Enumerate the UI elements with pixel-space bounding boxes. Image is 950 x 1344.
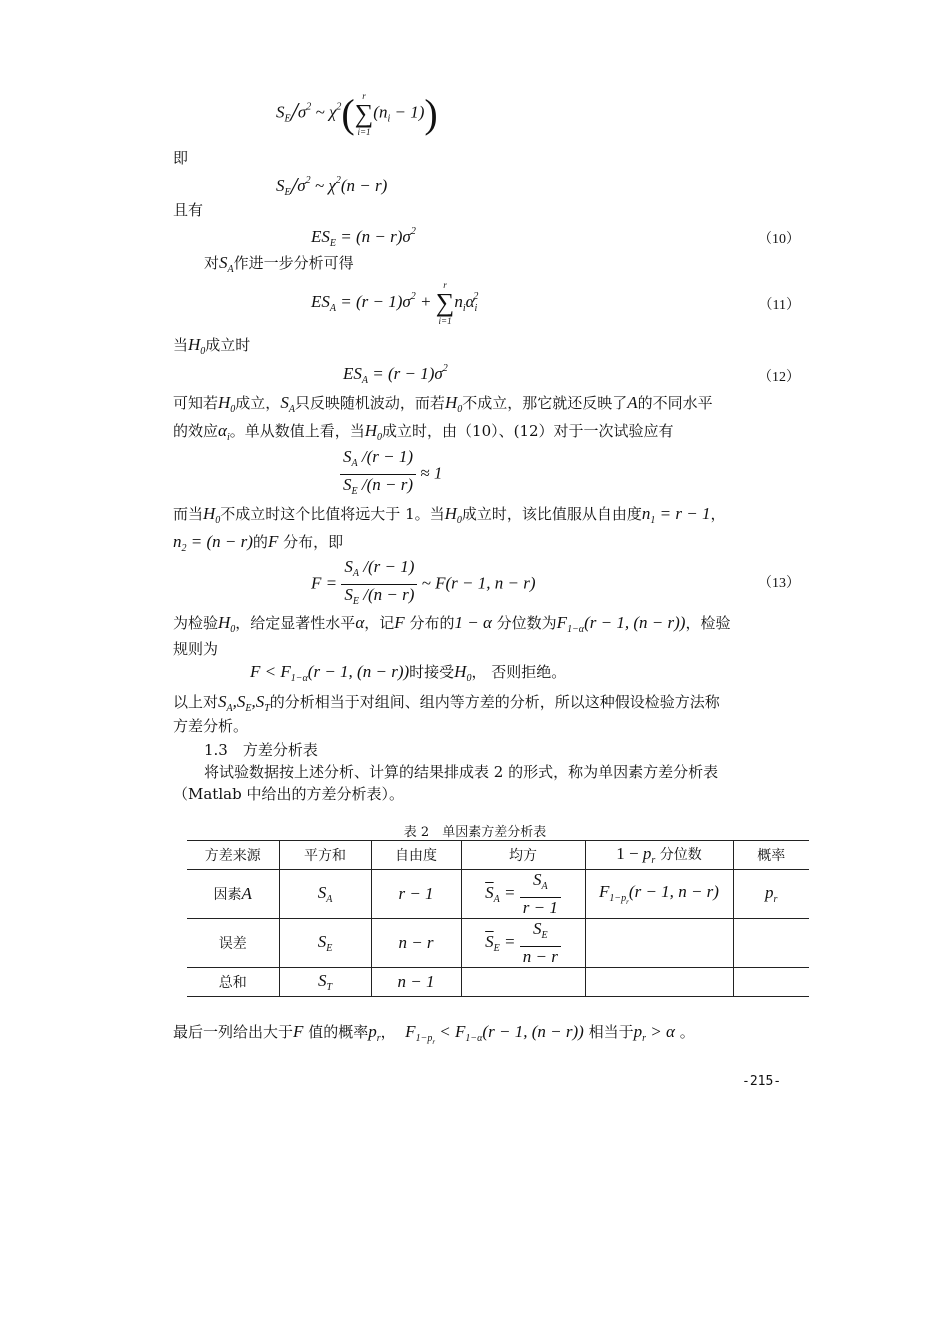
text-dui-line: 对$S_A$作进一步分析可得 — [204, 253, 354, 275]
equation-number-11: （11） — [758, 298, 800, 313]
page-number: -215- — [742, 1074, 782, 1089]
header-degrees-of-freedom: 自由度 — [371, 841, 461, 870]
paragraph-line-11: （Matlab 中给出的方差分析表）。 — [173, 785, 404, 803]
cell-empty — [585, 919, 733, 968]
table-row — [187, 870, 809, 919]
cell-total-label: 总和 — [187, 968, 279, 997]
equation-number-13: （13） — [758, 576, 800, 591]
equation-number-12: （12） — [758, 370, 800, 385]
table-row — [187, 968, 809, 997]
equation-12: $ES_A = (r - 1)\sigma^2$ — [343, 363, 448, 386]
cell-empty — [733, 919, 809, 968]
cell-sst: $S_T$ — [279, 968, 371, 997]
cell-df-error: n − r — [371, 919, 461, 968]
paragraph-line-8: 以上对$S_A,S_E,S_T$的分析相当于对组间、组内等方差的分析，所以这种假设检验方法称 — [173, 692, 720, 714]
cell-empty — [585, 968, 733, 997]
table-row — [187, 919, 809, 968]
table-caption: 表 2 单因素方差分析表 — [403, 825, 547, 840]
cell-prob-value: $p_r$ — [733, 870, 809, 919]
paragraph-line-3: 而当$H_0$不成立时这个比值将远大于 1。当$H_0$成立时，该比值服从自由度$n_1 = r - 1$， — [173, 504, 726, 526]
equation-chi-square-sum: $S_E/\sigma^2$ ~ $\chi^2$( r ∑ i=1 $(n_i - 1)$) — [276, 90, 438, 137]
equation-13: F = $\frac{S_A /(r - 1)}{S_E /(n - r)}$ ~ F(r − 1, n − r) — [311, 557, 536, 607]
cell-df-factor: r − 1 — [371, 870, 461, 919]
paragraph-line-4: $n_2 = (n - r)$的F 分布，即 — [173, 532, 344, 554]
text-qieyou: 且有 — [173, 201, 204, 219]
equation-ratio-approx: $\frac{S_A /(r - 1)}{S_E /(n - r)}$ ≈ 1 — [340, 447, 442, 502]
cell-quantile-value: $F_{1-p_r}(r - 1$, n − r) — [585, 870, 733, 919]
cell-error-label: 误差 — [187, 919, 279, 968]
paragraph-line-9: 方差分析。 — [173, 717, 249, 735]
cell-msa: $\overline{S}_A$ = $\frac{S_A}{r - 1}$ — [461, 870, 585, 919]
paragraph-line-6: 规则为 — [173, 640, 219, 658]
header-mean-square: 均方 — [461, 841, 585, 870]
paragraph-line-5: 为检验$H_0$，给定显著性水平α，记F 分布的1 − α 分位数为$F_{1-\alpha}(r - 1$, (n − r))，检验 — [173, 613, 731, 635]
paragraph-line-7: $F < F_{1-\alpha}(r - 1$, (n − r))时接受$H_0$， 否则拒绝。 — [250, 662, 567, 684]
paragraph-last-line: 最后一列给出大于F 值的概率$p_r$， $F_{1-p_r} < F_{1-\alpha}(r - 1$, (n − r)) 相当于$p_r > \alpha$ 。 — [173, 1022, 695, 1046]
header-source: 方差来源 — [187, 841, 279, 870]
cell-ssa: $S_A$ — [279, 870, 371, 919]
paragraph-line-10: 将试验数据按上述分析、计算的结果排成表 2 的形式，称为单因素方差分析表 — [204, 763, 719, 781]
table-header-row — [187, 841, 809, 870]
paragraph-line-2: 的效应$\alpha_i$。单从数值上看，当$H_0$成立时，由（10）、(12）对于一次试验应有 — [173, 421, 674, 443]
header-quantile: $1 - p_r$ 分位数 — [585, 841, 733, 870]
cell-mse: $\overline{S}_E$ = $\frac{S_E}{n - r}$ — [461, 919, 585, 968]
cell-empty — [461, 968, 585, 997]
header-sum-of-squares: 平方和 — [279, 841, 371, 870]
cell-factor-label: 因素A — [187, 870, 279, 919]
equation-10: $ES_E = (n - r)\sigma^2$ — [311, 226, 416, 249]
text-dang-line: 当$H_0$成立时 — [173, 335, 251, 357]
text-ji: 即 — [173, 149, 189, 167]
cell-empty — [733, 968, 809, 997]
header-probability: 概率 — [733, 841, 809, 870]
paragraph-line-1: 可知若$H_0$成立，$S_A$只反映随机波动，而若$H_0$不成立，那它就还反映了A的不同水平 — [173, 393, 713, 415]
equation-chi-square: $S_E/\sigma^2$ ~ $\chi^2(n - r)$ — [276, 174, 388, 200]
section-heading: 1.3 方差分析表 — [204, 741, 318, 759]
equation-number-10: （10） — [758, 232, 800, 247]
cell-df-total: n − 1 — [371, 968, 461, 997]
equation-11: $ES_A = (r - 1)\sigma^2$ + r ∑ i=1 $n_i\alpha_i^2$ — [311, 280, 479, 326]
cell-sse: $S_E$ — [279, 919, 371, 968]
anova-table — [187, 840, 809, 997]
